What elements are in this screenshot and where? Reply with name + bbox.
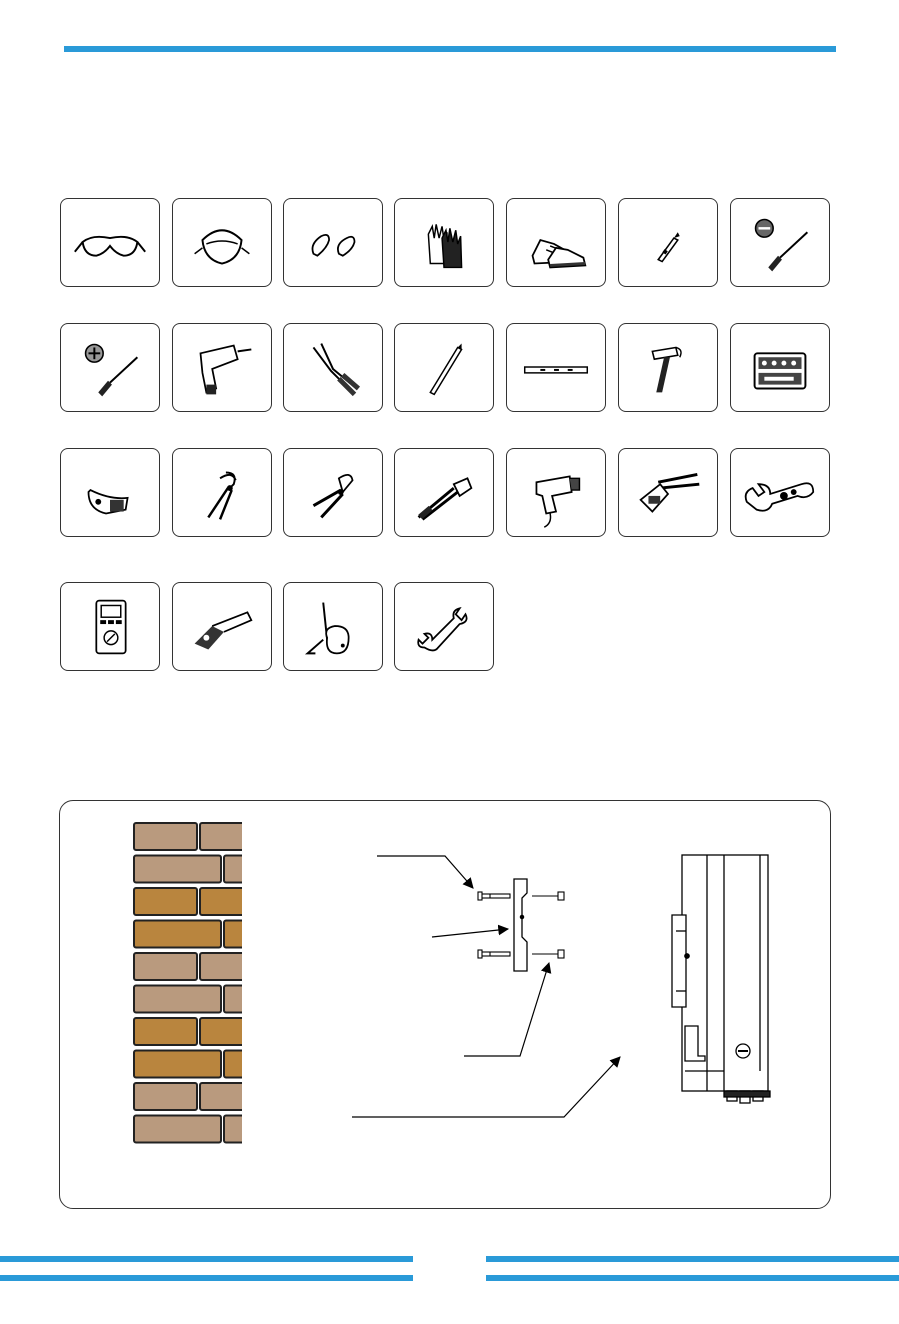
self-tapping-screw-lower bbox=[532, 950, 564, 958]
tool-tile bbox=[394, 582, 494, 671]
brick bbox=[134, 1051, 221, 1078]
brick bbox=[134, 986, 221, 1013]
safety-goggles-icon bbox=[61, 199, 159, 286]
hammer-drill-icon bbox=[173, 324, 271, 411]
heat-gun-icon bbox=[507, 449, 605, 536]
tool-tile bbox=[618, 323, 718, 412]
footer-rule-left-lower bbox=[0, 1275, 413, 1281]
tool-tile bbox=[172, 448, 272, 537]
footer-rule-right-lower bbox=[486, 1275, 899, 1281]
ear-plugs-icon bbox=[284, 199, 382, 286]
self-tapping-screw-upper bbox=[532, 892, 564, 900]
tool-tile bbox=[730, 198, 830, 287]
socket-wrench-set-icon bbox=[731, 324, 829, 411]
terminal-crimper-icon bbox=[619, 449, 717, 536]
brick bbox=[200, 953, 250, 980]
tool-tile bbox=[172, 323, 272, 412]
tool-tile bbox=[506, 323, 606, 412]
tool-tile bbox=[506, 198, 606, 287]
safety-shoes-icon bbox=[507, 199, 605, 286]
tool-tile bbox=[506, 448, 606, 537]
brick bbox=[200, 823, 250, 850]
crimping-pliers-icon bbox=[173, 449, 271, 536]
tool-tile bbox=[283, 582, 383, 671]
tool-tile bbox=[283, 198, 383, 287]
tool-tile bbox=[60, 448, 160, 537]
tool-tile bbox=[394, 323, 494, 412]
tool-tile bbox=[618, 198, 718, 287]
brick bbox=[134, 823, 197, 850]
footer-rule-left-upper bbox=[0, 1256, 413, 1262]
gloves-icon bbox=[395, 199, 493, 286]
tool-tile bbox=[60, 582, 160, 671]
inverter-unit bbox=[672, 855, 770, 1103]
footer-rule-right-upper bbox=[486, 1256, 899, 1262]
brick bbox=[224, 986, 254, 1013]
rj45-crimper-icon bbox=[173, 583, 271, 670]
brick bbox=[134, 888, 197, 915]
brick bbox=[134, 953, 197, 980]
tool-tile bbox=[618, 448, 718, 537]
brick bbox=[200, 888, 250, 915]
tool-tile bbox=[60, 323, 160, 412]
tool-tile bbox=[394, 198, 494, 287]
brick bbox=[134, 921, 221, 948]
dust-mask-icon bbox=[173, 199, 271, 286]
utility-knife-icon bbox=[619, 199, 717, 286]
marker-pen-icon bbox=[395, 324, 493, 411]
tape-measure-icon bbox=[61, 449, 159, 536]
vacuum-cleaner-icon bbox=[284, 583, 382, 670]
brick bbox=[134, 1116, 221, 1143]
slotted-screwdriver-icon bbox=[731, 199, 829, 286]
cable-cutter-icon bbox=[284, 449, 382, 536]
brick bbox=[200, 1018, 250, 1045]
spirit-level-icon bbox=[507, 324, 605, 411]
tool-tile bbox=[283, 323, 383, 412]
tool-tile bbox=[60, 198, 160, 287]
wire-stripper-icon bbox=[284, 324, 382, 411]
brick bbox=[224, 1051, 254, 1078]
tool-tile bbox=[730, 448, 830, 537]
brick bbox=[200, 1083, 250, 1110]
brick bbox=[224, 921, 254, 948]
wall-mounting-diagram bbox=[59, 800, 831, 1209]
tool-tile bbox=[172, 198, 272, 287]
tool-tile bbox=[283, 448, 383, 537]
brick-wall bbox=[134, 823, 254, 1143]
brick bbox=[224, 1116, 254, 1143]
tool-tile bbox=[172, 582, 272, 671]
connector-spanner-icon bbox=[731, 449, 829, 536]
header-rule bbox=[64, 46, 836, 52]
hydraulic-crimper-icon bbox=[395, 449, 493, 536]
tool-tile bbox=[730, 323, 830, 412]
multimeter-icon bbox=[61, 583, 159, 670]
phillips-screwdriver-icon bbox=[61, 324, 159, 411]
hammer-icon bbox=[619, 324, 717, 411]
brick bbox=[134, 1083, 197, 1110]
brick bbox=[134, 1018, 197, 1045]
tool-tile bbox=[394, 448, 494, 537]
expansion-bolt-upper bbox=[478, 892, 510, 900]
brick bbox=[224, 856, 254, 883]
open-end-wrench-icon bbox=[395, 583, 493, 670]
expansion-bolt-lower bbox=[478, 950, 510, 958]
brick bbox=[134, 856, 221, 883]
wall-bracket bbox=[514, 879, 527, 971]
mounting-diagram-svg bbox=[60, 801, 832, 1210]
